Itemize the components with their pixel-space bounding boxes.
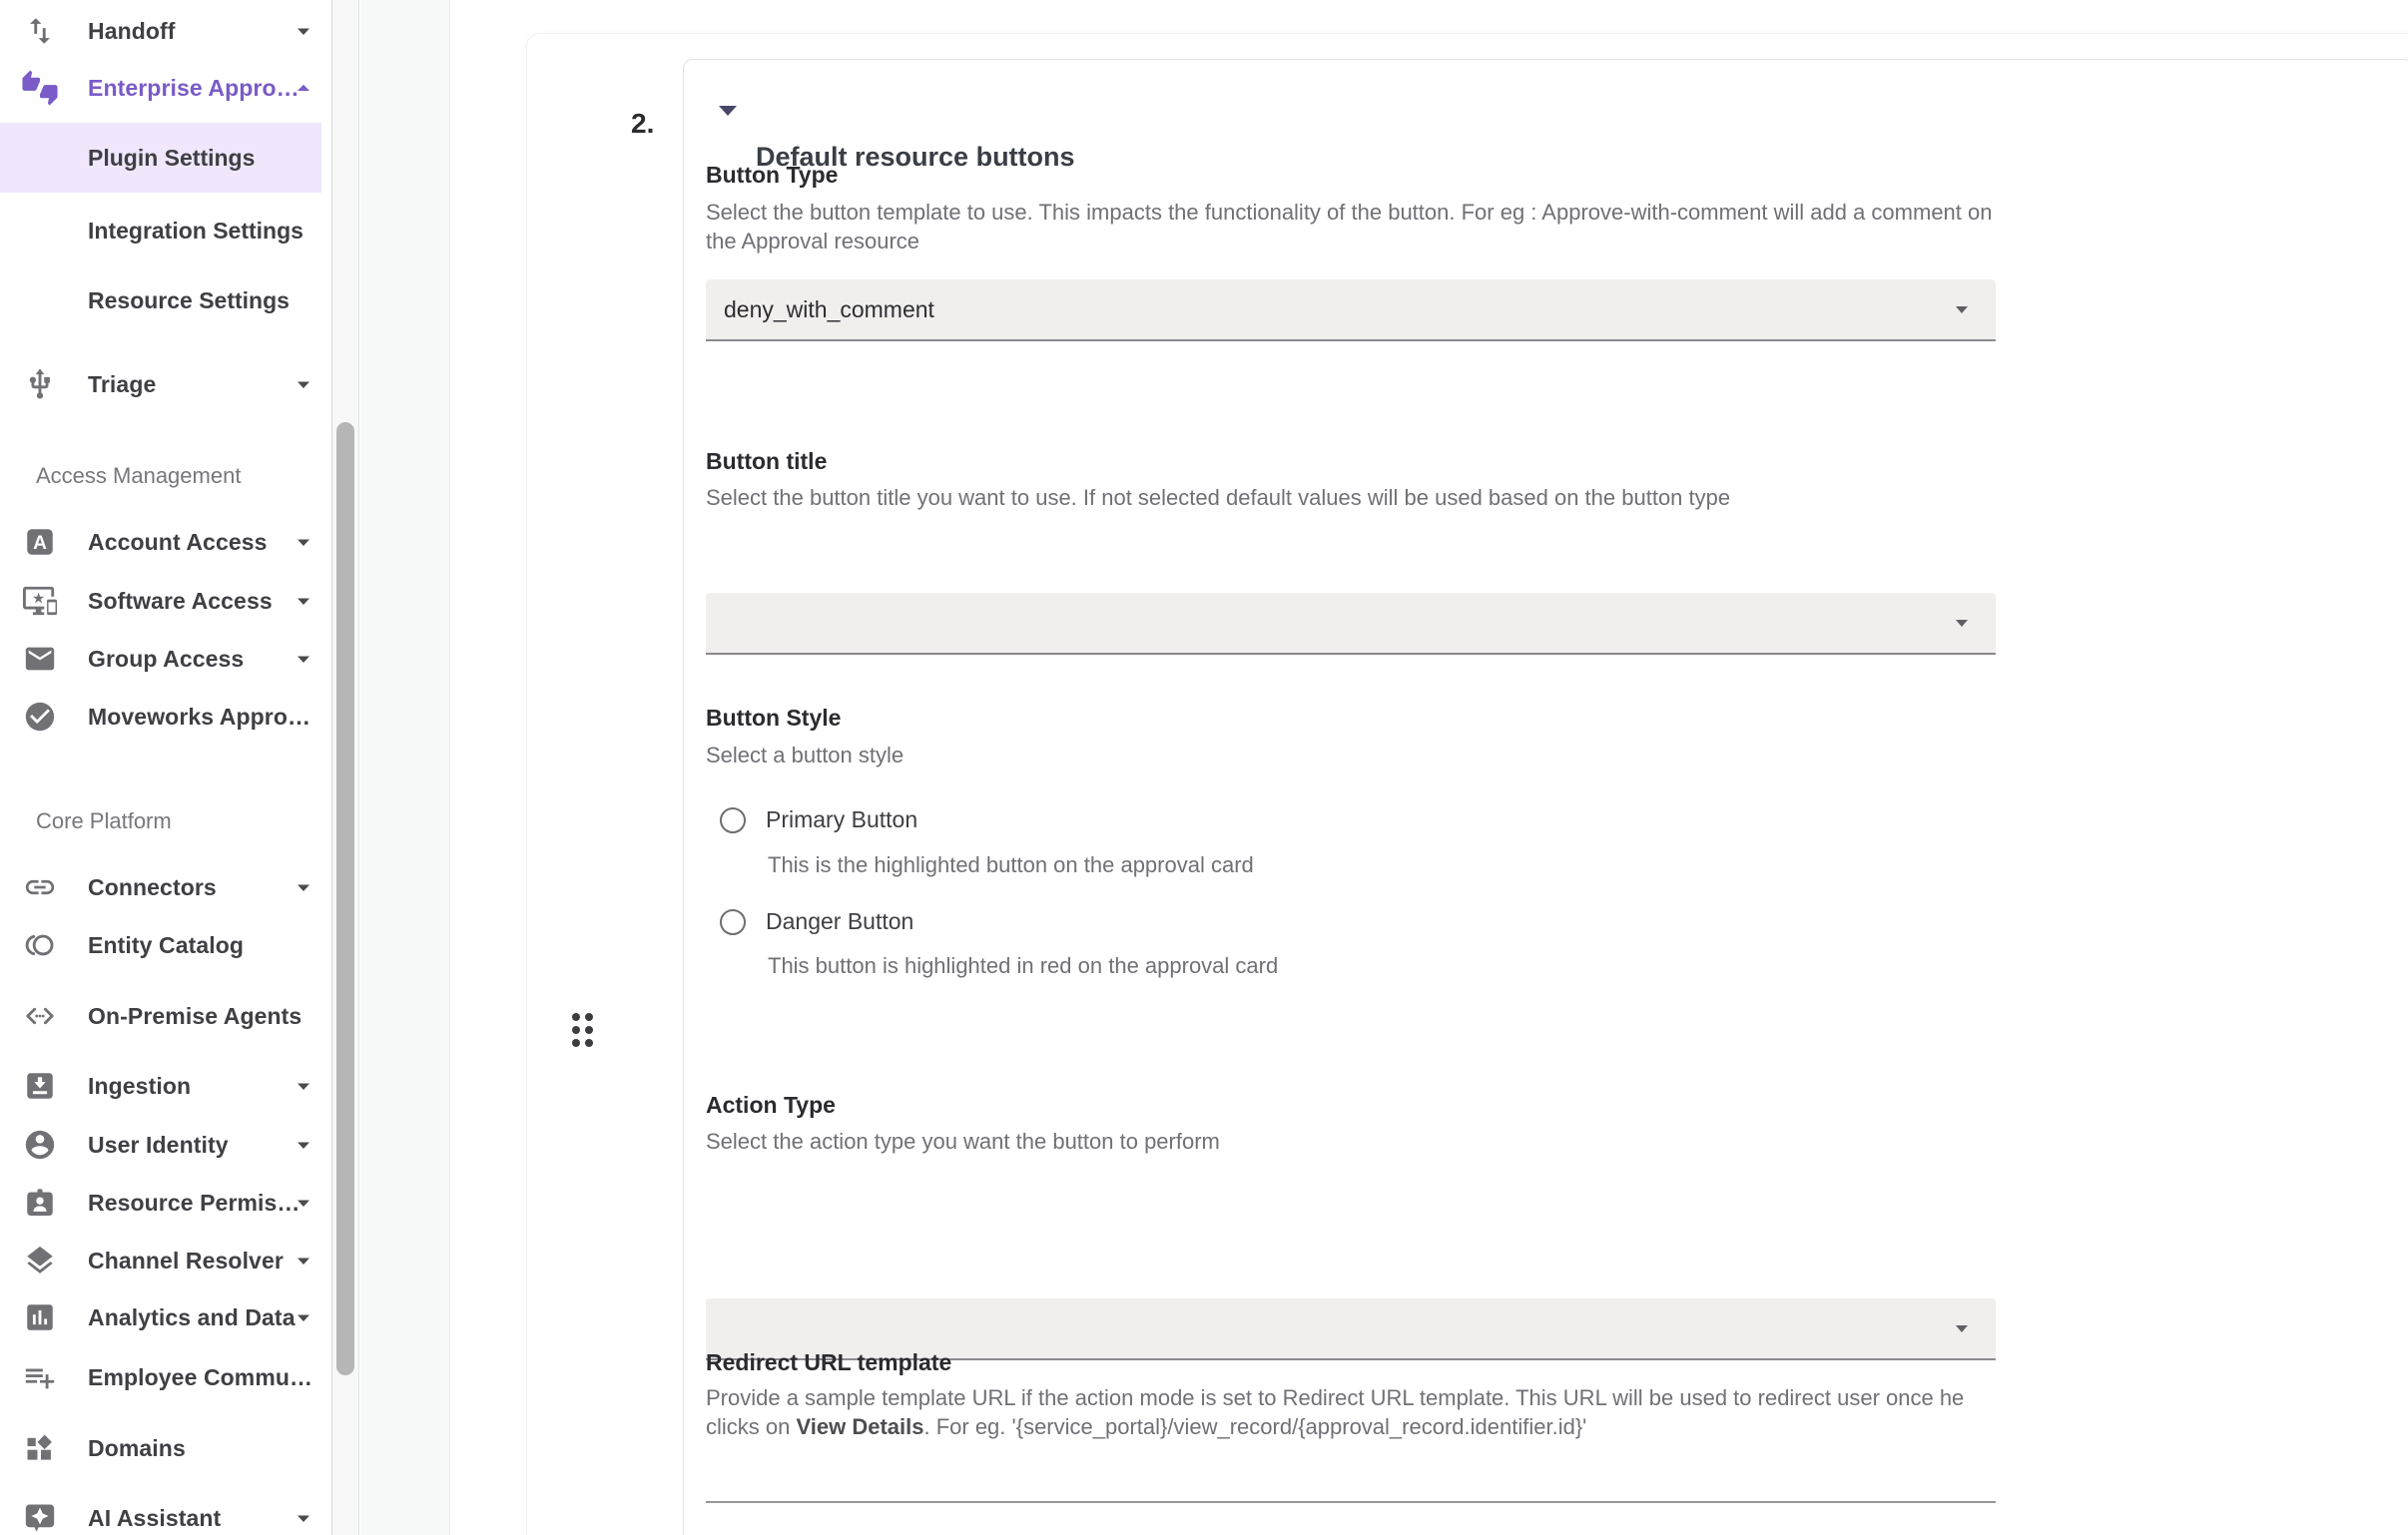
- moveworks-approvals-icon: [21, 698, 59, 736]
- main-content: [451, 0, 2408, 1535]
- button-type-description: Select the button template to use. This impacts the functionality of the button. For eg : Approve-with-comment will add a comment on the Approval resource: [706, 200, 1993, 254]
- sidebar-item-handoff[interactable]: Handoff: [0, 2, 331, 60]
- chevron-down-icon[interactable]: [293, 531, 314, 553]
- svg-text:A: A: [33, 533, 47, 555]
- button-type-label: Button Type: [706, 162, 839, 188]
- button-type-value: deny_with_comment: [724, 295, 934, 322]
- user-identity-icon: [21, 1126, 59, 1164]
- sidebar-item-entity-catalog[interactable]: Entity Catalog: [0, 916, 331, 974]
- sidebar-item-group-access[interactable]: Group Access: [0, 630, 331, 688]
- sidebar-item-connectors[interactable]: Connectors: [0, 858, 331, 916]
- chevron-down-icon[interactable]: [293, 373, 314, 395]
- chevron-down-icon[interactable]: [293, 1507, 314, 1529]
- radio-circle-icon[interactable]: [720, 807, 746, 833]
- chevron-down-icon[interactable]: [293, 1306, 314, 1328]
- sidebar-item-software-access[interactable]: Software Access: [0, 572, 331, 630]
- group-access-icon: [21, 640, 59, 678]
- ai-assistant-icon: [21, 1499, 59, 1535]
- account-access-icon: [21, 523, 59, 561]
- button-type-select[interactable]: [706, 279, 1996, 341]
- sidebar-item-user-identity[interactable]: User Identity: [0, 1116, 331, 1174]
- radio-circle-icon[interactable]: [720, 909, 746, 935]
- sidebar-item-resource-settings[interactable]: Resource Settings: [88, 286, 290, 313]
- sidebar-item-channel-resolver[interactable]: Channel Resolver: [0, 1232, 331, 1289]
- button-style-description: Select a button style: [706, 743, 904, 768]
- entity-catalog-icon: [21, 926, 59, 964]
- chevron-down-icon[interactable]: [293, 1134, 314, 1156]
- on-premise-agents-icon: [21, 997, 59, 1035]
- sidebar-item-moveworks-approvals[interactable]: Moveworks Appro…: [0, 688, 331, 746]
- enterprise-approvals-icon: [21, 69, 59, 107]
- dropdown-caret-icon: [1952, 1318, 1972, 1338]
- action-type-label: Action Type: [706, 1092, 836, 1118]
- connectors-icon: [21, 868, 59, 906]
- resource-permissions-icon: [21, 1184, 59, 1222]
- sidebar-item-triage[interactable]: Triage: [0, 355, 331, 413]
- chevron-down-icon[interactable]: [293, 1192, 314, 1214]
- chevron-down-icon[interactable]: [293, 1075, 314, 1097]
- button-title-label: Button title: [706, 448, 828, 474]
- sidebar-item-integration-settings[interactable]: Integration Settings: [88, 217, 303, 244]
- sidebar-item-account-access[interactable]: A Account Access: [0, 513, 331, 571]
- analytics-icon: [21, 1298, 59, 1336]
- primary-button-description: This is the highlighted button on the approval card: [768, 852, 1254, 877]
- action-type-description: Select the action type you want the button to perform: [706, 1129, 1220, 1154]
- chevron-down-icon[interactable]: [293, 1250, 314, 1272]
- panel-divider: [360, 0, 450, 1535]
- sidebar-item-resource-permissions[interactable]: Resource Permis…: [0, 1174, 331, 1232]
- danger-button-description: This button is highlighted in red on the approval card: [768, 953, 1279, 978]
- resource-buttons-card: [683, 59, 2408, 1535]
- redirect-url-label: Redirect URL template: [706, 1349, 952, 1375]
- chevron-down-icon[interactable]: [293, 590, 314, 612]
- chevron-up-icon[interactable]: [293, 77, 314, 99]
- dropdown-caret-icon: [1952, 299, 1972, 319]
- software-access-icon: [21, 582, 59, 620]
- button-title-description: Select the button title you want to use. If not selected default values will be used based on the button type: [706, 485, 1731, 510]
- triage-icon: [21, 365, 59, 403]
- collapse-caret-icon[interactable]: [716, 102, 740, 120]
- ingestion-icon: [21, 1067, 59, 1105]
- chevron-down-icon[interactable]: [293, 876, 314, 898]
- chevron-down-icon[interactable]: [293, 648, 314, 670]
- handoff-icon: [21, 12, 59, 50]
- sidebar-item-plugin-settings[interactable]: Plugin Settings: [0, 123, 321, 193]
- sidebar-item-employee-comms[interactable]: Employee Commu…: [0, 1348, 331, 1406]
- button-title-select[interactable]: [706, 593, 1996, 655]
- redirect-url-description: Provide a sample template URL if the action mode is set to Redirect URL template. This URL will be used to redirect user once he clicks on View Details. For eg. '{service_portal}/view_record/{approval_record.identifier.id}': [706, 1385, 1965, 1439]
- button-style-label: Button Style: [706, 705, 842, 731]
- sidebar-section-access-management: Access Management: [36, 463, 242, 488]
- channel-resolver-icon: [21, 1242, 59, 1279]
- item-number: 2.: [631, 108, 655, 139]
- form-item-card: [526, 33, 2408, 1535]
- sidebar-section-core-platform: Core Platform: [36, 808, 172, 833]
- sidebar-item-enterprise-approvals[interactable]: Enterprise Appro…: [0, 59, 331, 117]
- sidebar: [0, 0, 331, 1535]
- danger-button-radio[interactable]: Danger Button: [720, 908, 913, 935]
- sidebar-item-domains[interactable]: Domains: [0, 1419, 331, 1477]
- chevron-down-icon[interactable]: [293, 20, 314, 42]
- sidebar-item-ingestion[interactable]: Ingestion: [0, 1057, 331, 1115]
- sidebar-item-ai-assistant[interactable]: AI Assistant: [0, 1489, 331, 1535]
- sidebar-item-on-premise-agents[interactable]: On-Premise Agents: [0, 987, 331, 1045]
- card-title: Default resource buttons: [756, 142, 1075, 172]
- employee-comms-icon: [21, 1358, 59, 1396]
- primary-button-radio[interactable]: Primary Button: [720, 806, 917, 833]
- domains-icon: [21, 1429, 59, 1467]
- redirect-url-input[interactable]: [706, 1457, 1996, 1503]
- dropdown-caret-icon: [1952, 613, 1972, 633]
- view-details-emphasis: View Details: [796, 1414, 924, 1439]
- drag-handle-icon[interactable]: [572, 1013, 596, 1053]
- sidebar-item-analytics-and-data[interactable]: Analytics and Data: [0, 1288, 331, 1346]
- sidebar-scrollbar-track: [331, 0, 359, 1535]
- sidebar-scrollbar-thumb[interactable]: [336, 422, 354, 1375]
